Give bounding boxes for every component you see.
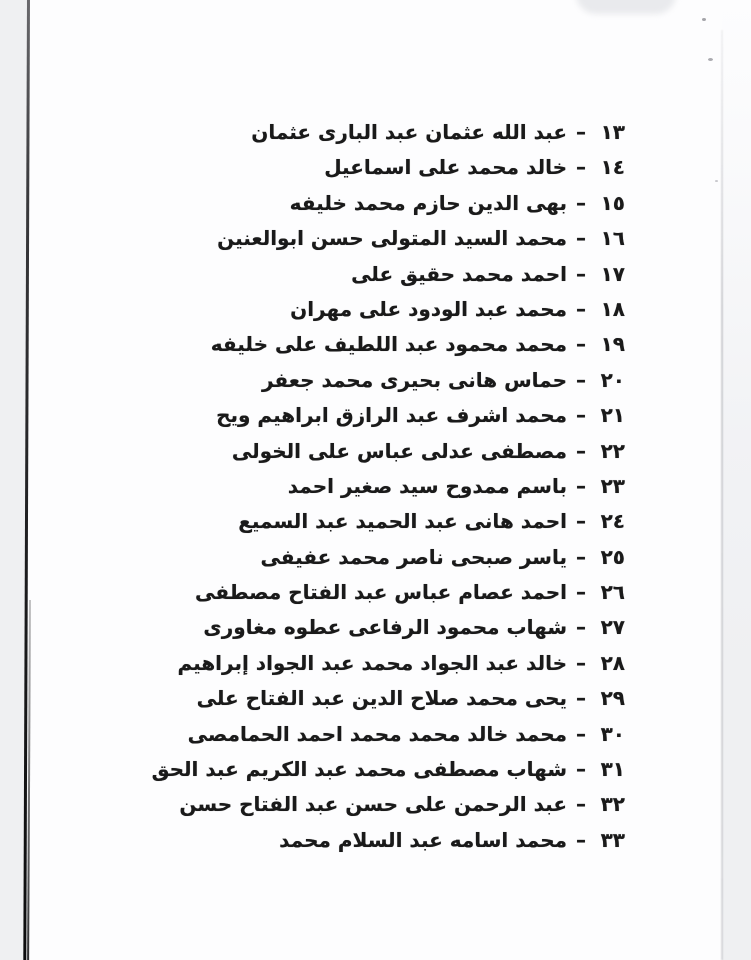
item-dash: – [576, 827, 586, 852]
item-name: عبد الرحمن على حسن عبد الفتاح حسن [179, 792, 567, 817]
item-dash: – [576, 473, 586, 498]
list-item [152, 221, 625, 256]
item-number: ٢٦ [600, 580, 625, 605]
item-name: احمد عصام عباس عبد الفتاح مصطفى [195, 580, 567, 605]
item-name: محمد السيد المتولى حسن ابوالعنين [217, 226, 567, 251]
item-name: محمد اسامه عبد السلام محمد [279, 827, 567, 852]
item-dash: – [576, 792, 586, 817]
item-number: ١٩ [600, 332, 625, 357]
item-number: ١٦ [600, 226, 625, 251]
item-number: ٢٤ [600, 509, 625, 534]
paper-crease-line [721, 30, 723, 960]
item-number: ٣٠ [600, 721, 625, 746]
item-name: حماس هانى بحيرى محمد جعفر [261, 367, 567, 392]
item-dash: – [576, 686, 586, 711]
list-item [152, 575, 625, 610]
list-item [152, 646, 625, 681]
item-dash: – [576, 332, 586, 357]
item-name: احمد هانى عبد الحميد عبد السميع [238, 509, 567, 534]
item-name: خالد عبد الجواد محمد عبد الجواد إبراهيم [177, 650, 567, 675]
numbered-name-list [152, 115, 625, 858]
list-item [152, 823, 625, 858]
item-number: ١٧ [600, 261, 625, 286]
item-number: ٣٣ [600, 827, 625, 852]
item-number: ٢١ [600, 403, 625, 428]
list-item [152, 186, 625, 221]
list-item [152, 752, 625, 787]
scan-right-margin [722, 0, 751, 960]
item-name: مصطفى عدلى عباس على الخولى [231, 438, 567, 463]
item-dash: – [576, 438, 586, 463]
item-number: ٢٨ [600, 650, 625, 675]
item-name: يحى محمد صلاح الدين عبد الفتاح على [196, 686, 567, 711]
list-item [152, 434, 625, 469]
item-name: محمد خالد محمد محمد احمد الحمامصى [187, 721, 567, 746]
item-dash: – [576, 721, 586, 746]
item-number: ٢٥ [600, 544, 625, 569]
list-item [152, 681, 625, 716]
list-item [152, 610, 625, 645]
item-dash: – [576, 650, 586, 675]
item-number: ٢٢ [600, 438, 625, 463]
item-dash: – [576, 580, 586, 605]
list-item [152, 787, 625, 822]
item-dash: – [576, 120, 586, 144]
item-dash: – [576, 226, 586, 251]
scan-speck [702, 18, 706, 21]
item-dash: – [576, 190, 586, 215]
item-number: ١٤ [600, 155, 625, 180]
item-dash: – [576, 296, 586, 321]
list-item [152, 115, 625, 150]
scan-speck [708, 58, 713, 61]
item-name: احمد محمد حقيق على [351, 261, 567, 286]
item-number: ١٥ [600, 190, 625, 215]
list-item [152, 363, 625, 398]
list-item [152, 398, 625, 433]
item-dash: – [576, 509, 586, 534]
item-dash: – [576, 544, 586, 569]
item-number: ٢٣ [600, 473, 625, 498]
item-name: عبد الله عثمان عبد البارى عثمان [251, 120, 567, 144]
item-name: شهاب محمود الرفاعى عطوه مغاورى [203, 615, 567, 640]
item-number: ٢٠ [600, 367, 625, 392]
item-number: ١٣ [600, 120, 625, 144]
list-item [152, 504, 625, 539]
item-name: شهاب مصطفى محمد عبد الكريم عبد الحق [151, 757, 567, 782]
list-item [152, 150, 625, 185]
item-name: خالد محمد على اسماعيل [324, 155, 567, 180]
item-dash: – [576, 155, 586, 180]
item-name: محمد اشرف عبد الرازق ابراهيم ويح [216, 403, 567, 428]
item-name: محمد محمود عبد اللطيف على خليفه [210, 332, 567, 357]
item-name: بهى الدين حازم محمد خليفه [289, 190, 567, 215]
list-item [152, 327, 625, 362]
item-name: محمد عبد الودود على مهران [290, 296, 567, 321]
item-number: ٣٢ [600, 792, 625, 817]
list-item [152, 717, 625, 752]
item-dash: – [576, 615, 586, 640]
list-item [152, 292, 625, 327]
item-name: ياسر صبحى ناصر محمد عفيفى [260, 544, 567, 569]
list-item [152, 540, 625, 575]
item-dash: – [576, 367, 586, 392]
item-dash: – [576, 757, 586, 782]
item-dash: – [576, 403, 586, 428]
item-number: ٣١ [600, 757, 625, 782]
item-number: ٢٧ [600, 615, 625, 640]
item-name: باسم ممدوح سيد صغير احمد [287, 473, 567, 498]
scan-speck [715, 180, 718, 182]
item-dash: – [576, 261, 586, 286]
scan-artifact-blob [576, 0, 676, 14]
list-item [152, 257, 625, 292]
item-number: ١٨ [600, 296, 625, 321]
list-item [152, 469, 625, 504]
item-number: ٢٩ [600, 686, 625, 711]
